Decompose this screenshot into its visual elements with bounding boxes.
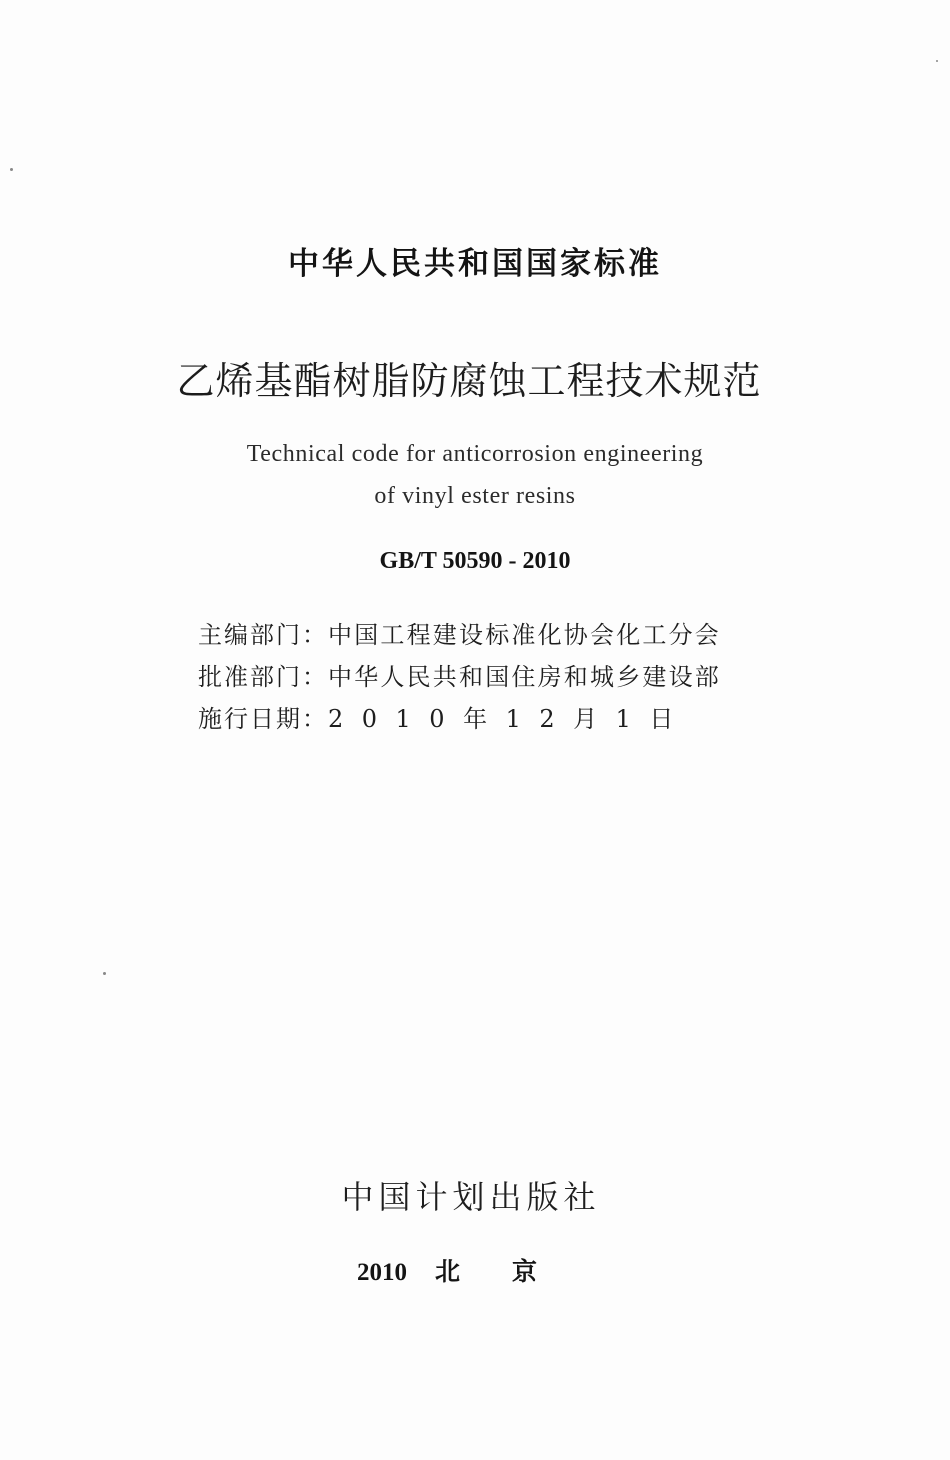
effective-date-value: 2010年12月1日 (328, 705, 692, 733)
publisher-name: 中国计划出版社 (341, 1178, 601, 1216)
approval-dept-label: 批准部门： (198, 663, 328, 691)
effective-date-label: 施行日期： (198, 705, 328, 733)
publication-year: 2010 (356, 1259, 407, 1286)
standard-metadata (198, 618, 721, 744)
chief-editor-row (198, 618, 721, 660)
approval-dept-value: 中华人民共和国住房和城乡建设部 (328, 663, 721, 691)
document-title-chinese: 乙烯基酯树脂防腐蚀工程技术规范 (176, 359, 762, 403)
scan-speck (10, 168, 13, 171)
document-title-english (0, 433, 950, 517)
publication-line (0, 1252, 948, 1288)
standard-code: GB/T 50590 - 2010 (379, 548, 571, 574)
approval-dept-row (198, 660, 721, 702)
effective-date-row (198, 702, 721, 744)
publication-city: 北京 (434, 1259, 589, 1286)
national-standard-heading: 中华人民共和国国家标准 (288, 246, 662, 282)
scan-speck (103, 972, 106, 975)
scan-speck (936, 60, 938, 62)
title-english-line-2: of vinyl ester resins (374, 483, 576, 509)
chief-editor-label: 主编部门： (198, 621, 328, 649)
title-english-line-1: Technical code for anticorrosion engineering (246, 441, 704, 467)
chief-editor-value: 中国工程建设标准化协会化工分会 (328, 621, 721, 649)
